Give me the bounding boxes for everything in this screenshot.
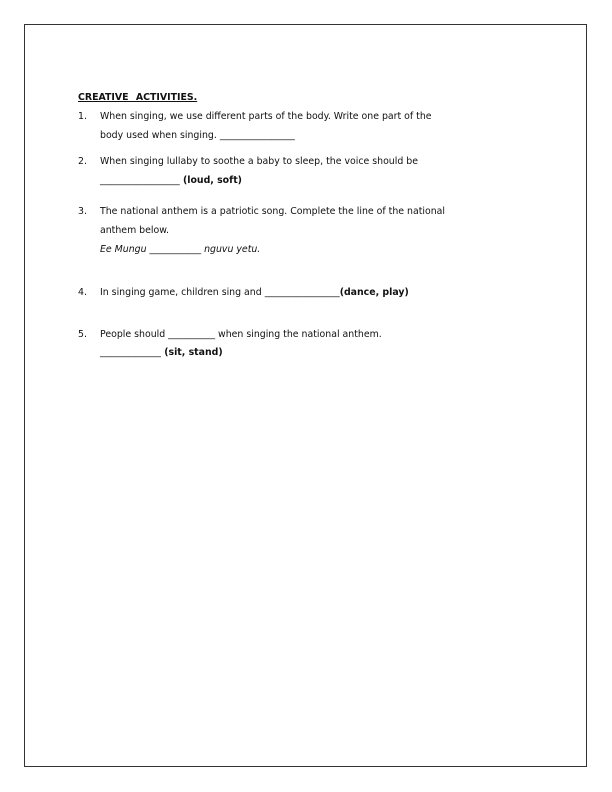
answer-options: (sit, stand): [160, 347, 223, 358]
question-text: The national anthem is a patriotic song. Complete the line of the national: [100, 206, 446, 217]
question-number: 3.: [78, 206, 87, 217]
question-line-1: [100, 287, 409, 299]
answer-blank[interactable]: ___________: [149, 244, 202, 255]
question-line-2: [100, 175, 242, 187]
answer-options: (dance, play): [339, 287, 409, 298]
anthem-end: nguvu yetu.: [201, 244, 261, 255]
question-text: People should: [100, 329, 169, 340]
question-number: 1.: [78, 111, 87, 122]
answer-options: (loud, soft): [179, 175, 242, 186]
question-line-2: [100, 130, 295, 142]
anthem-start: Ee Mungu: [100, 244, 150, 255]
question-text: anthem below.: [100, 225, 170, 236]
question-line-2: [100, 347, 223, 359]
question-text: When singing, we use different parts of the body. Write one part of the: [100, 111, 432, 122]
section-title: CREATIVE ACTIVITIES.: [78, 92, 198, 103]
question-line-1: [100, 329, 382, 341]
anthem-line: [100, 244, 260, 256]
question-text: body used when singing.: [100, 130, 220, 141]
answer-blank[interactable]: _________________: [100, 175, 180, 186]
question-text: when singing the national anthem.: [215, 329, 382, 340]
answer-blank[interactable]: _____________: [100, 347, 161, 358]
question-number: 5.: [78, 329, 87, 340]
question-text: When singing lullaby to soothe a baby to sleep, the voice should be: [100, 156, 418, 167]
answer-blank[interactable]: __________: [168, 329, 216, 340]
question-number: 4.: [78, 287, 87, 298]
question-number: 2.: [78, 156, 87, 167]
answer-blank[interactable]: ________________: [219, 130, 295, 141]
question-text: In singing game, children sing and: [100, 287, 265, 298]
answer-blank[interactable]: ________________: [264, 287, 340, 298]
